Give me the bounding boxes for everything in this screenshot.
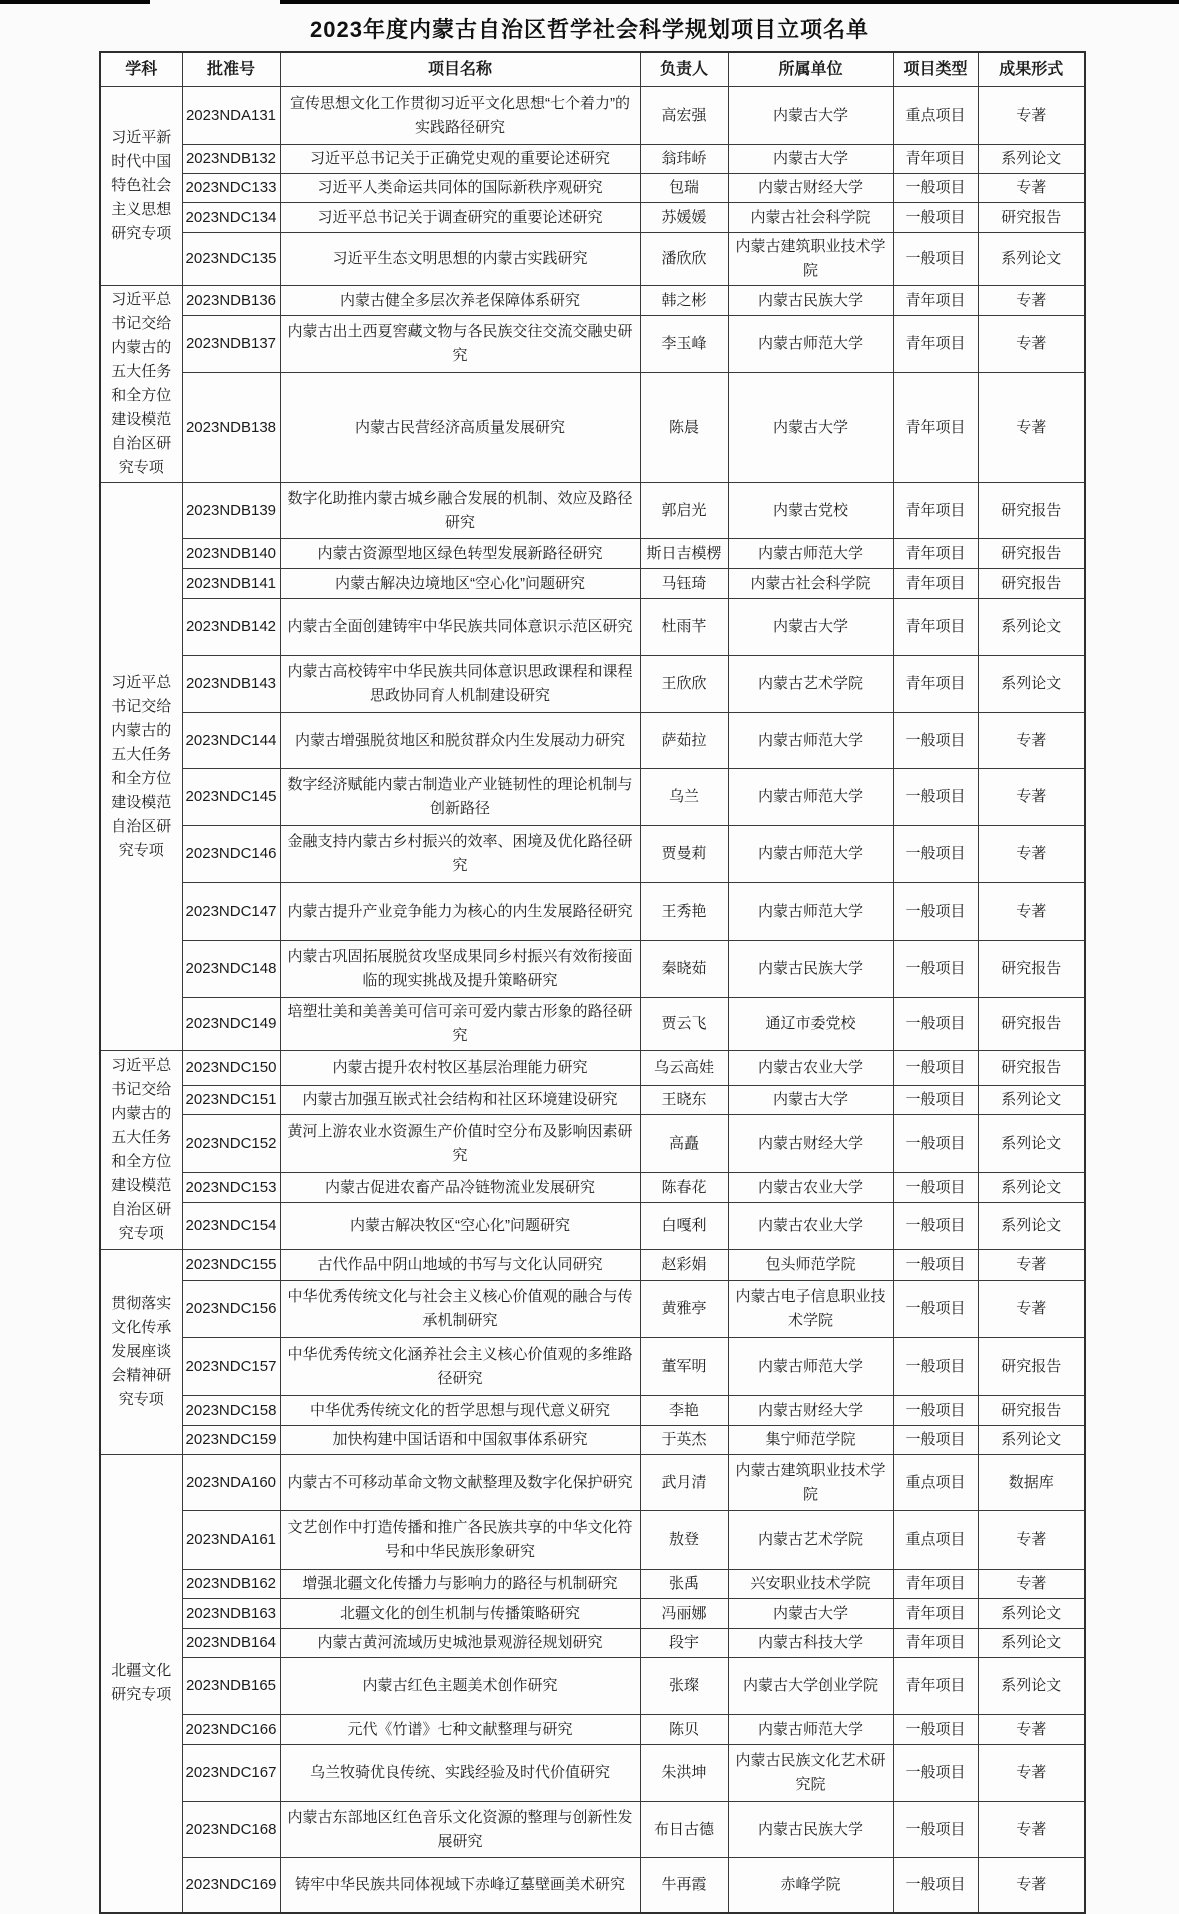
approval-no-cell: 2023NDB132 bbox=[182, 145, 280, 174]
approval-no-cell: 2023NDC157 bbox=[182, 1338, 280, 1396]
table-row bbox=[100, 373, 1085, 483]
leader-cell: 冯丽娜 bbox=[640, 1599, 728, 1629]
column-header: 成果形式 bbox=[978, 52, 1085, 87]
subject-cell: 贯彻落实文化传承发展座谈会精神研究专项 bbox=[100, 1250, 182, 1455]
approval-no-cell: 2023NDC168 bbox=[182, 1802, 280, 1858]
project-name-cell: 习近平生态文明思想的内蒙古实践研究 bbox=[280, 233, 640, 286]
approval-no-cell: 2023NDB137 bbox=[182, 316, 280, 373]
project-name-cell: 内蒙古不可移动革命文物文献整理及数字化保护研究 bbox=[280, 1455, 640, 1511]
project-type-cell: 一般项目 bbox=[893, 769, 978, 826]
leader-cell: 段宇 bbox=[640, 1629, 728, 1658]
project-type-cell: 一般项目 bbox=[893, 1426, 978, 1455]
project-type-cell: 青年项目 bbox=[893, 373, 978, 483]
approval-no-cell: 2023NDA131 bbox=[182, 87, 280, 145]
project-type-cell: 一般项目 bbox=[893, 826, 978, 883]
unit-cell: 内蒙古电子信息职业技术学院 bbox=[728, 1281, 893, 1338]
result-form-cell: 专著 bbox=[978, 87, 1085, 145]
approval-no-cell: 2023NDB142 bbox=[182, 599, 280, 656]
leader-cell: 秦晓茹 bbox=[640, 941, 728, 998]
unit-cell: 内蒙古科技大学 bbox=[728, 1629, 893, 1658]
result-form-cell: 专著 bbox=[978, 713, 1085, 769]
table-row bbox=[100, 998, 1085, 1051]
project-name-cell: 宣传思想文化工作贯彻习近平文化思想“七个着力”的实践路径研究 bbox=[280, 87, 640, 145]
leader-cell: 韩之彬 bbox=[640, 286, 728, 316]
project-name-cell: 习近平总书记关于调查研究的重要论述研究 bbox=[280, 203, 640, 233]
approval-no-cell: 2023NDB141 bbox=[182, 569, 280, 599]
table-row bbox=[100, 1599, 1085, 1629]
result-form-cell: 专著 bbox=[978, 1511, 1085, 1570]
table-row bbox=[100, 656, 1085, 713]
leader-cell: 于英杰 bbox=[640, 1426, 728, 1455]
approval-no-cell: 2023NDC169 bbox=[182, 1858, 280, 1913]
project-type-cell: 青年项目 bbox=[893, 145, 978, 174]
column-header: 负责人 bbox=[640, 52, 728, 87]
table-row bbox=[100, 1203, 1085, 1250]
leader-cell: 马钰琦 bbox=[640, 569, 728, 599]
unit-cell: 内蒙古民族大学 bbox=[728, 286, 893, 316]
result-form-cell: 研究报告 bbox=[978, 539, 1085, 569]
approval-no-cell: 2023NDB139 bbox=[182, 483, 280, 539]
unit-cell: 内蒙古师范大学 bbox=[728, 539, 893, 569]
unit-cell: 内蒙古大学 bbox=[728, 373, 893, 483]
project-type-cell: 青年项目 bbox=[893, 656, 978, 713]
table-row bbox=[100, 316, 1085, 373]
unit-cell: 内蒙古建筑职业技术学院 bbox=[728, 233, 893, 286]
project-name-cell: 内蒙古红色主题美术创作研究 bbox=[280, 1658, 640, 1715]
table-row bbox=[100, 1086, 1085, 1115]
unit-cell: 内蒙古党校 bbox=[728, 483, 893, 539]
project-name-cell: 黄河上游农业水资源生产价值时空分布及影响因素研究 bbox=[280, 1115, 640, 1173]
project-type-cell: 青年项目 bbox=[893, 1658, 978, 1715]
leader-cell: 杜雨芊 bbox=[640, 599, 728, 656]
header-row bbox=[100, 52, 1085, 87]
project-type-cell: 一般项目 bbox=[893, 1858, 978, 1913]
result-form-cell: 研究报告 bbox=[978, 1396, 1085, 1426]
table-row bbox=[100, 539, 1085, 569]
result-form-cell: 研究报告 bbox=[978, 203, 1085, 233]
result-form-cell: 数据库 bbox=[978, 1455, 1085, 1511]
result-form-cell: 系列论文 bbox=[978, 1086, 1085, 1115]
table-row bbox=[100, 87, 1085, 145]
result-form-cell: 专著 bbox=[978, 373, 1085, 483]
leader-cell: 王秀艳 bbox=[640, 883, 728, 941]
approval-no-cell: 2023NDC133 bbox=[182, 174, 280, 203]
unit-cell: 内蒙古农业大学 bbox=[728, 1173, 893, 1203]
project-type-cell: 一般项目 bbox=[893, 1173, 978, 1203]
project-name-cell: 内蒙古东部地区红色音乐文化资源的整理与创新性发展研究 bbox=[280, 1802, 640, 1858]
approval-no-cell: 2023NDC149 bbox=[182, 998, 280, 1051]
approval-no-cell: 2023NDC156 bbox=[182, 1281, 280, 1338]
approval-no-cell: 2023NDB138 bbox=[182, 373, 280, 483]
approval-no-cell: 2023NDC166 bbox=[182, 1715, 280, 1745]
approval-no-cell: 2023NDC145 bbox=[182, 769, 280, 826]
leader-cell: 张璨 bbox=[640, 1658, 728, 1715]
leader-cell: 贾云飞 bbox=[640, 998, 728, 1051]
project-name-cell: 文艺创作中打造传播和推广各民族共享的中华文化符号和中华民族形象研究 bbox=[280, 1511, 640, 1570]
project-type-cell: 一般项目 bbox=[893, 1715, 978, 1745]
project-type-cell: 青年项目 bbox=[893, 316, 978, 373]
project-type-cell: 一般项目 bbox=[893, 713, 978, 769]
result-form-cell: 专著 bbox=[978, 769, 1085, 826]
leader-cell: 包瑞 bbox=[640, 174, 728, 203]
approval-no-cell: 2023NDC158 bbox=[182, 1396, 280, 1426]
unit-cell: 内蒙古民族文化艺术研究院 bbox=[728, 1745, 893, 1802]
approval-no-cell: 2023NDB143 bbox=[182, 656, 280, 713]
project-name-cell: 铸牢中华民族共同体视域下赤峰辽墓壁画美术研究 bbox=[280, 1858, 640, 1913]
project-type-cell: 一般项目 bbox=[893, 1281, 978, 1338]
approval-no-cell: 2023NDC154 bbox=[182, 1203, 280, 1250]
table-header bbox=[100, 52, 1085, 87]
project-name-cell: 内蒙古促进农畜产品冷链物流业发展研究 bbox=[280, 1173, 640, 1203]
project-name-cell: 内蒙古解决牧区“空心化”问题研究 bbox=[280, 1203, 640, 1250]
unit-cell: 内蒙古艺术学院 bbox=[728, 1511, 893, 1570]
leader-cell: 黄雅亭 bbox=[640, 1281, 728, 1338]
unit-cell: 内蒙古师范大学 bbox=[728, 316, 893, 373]
result-form-cell: 专著 bbox=[978, 1570, 1085, 1599]
leader-cell: 王欣欣 bbox=[640, 656, 728, 713]
unit-cell: 内蒙古师范大学 bbox=[728, 713, 893, 769]
approval-no-cell: 2023NDC135 bbox=[182, 233, 280, 286]
leader-cell: 白嘎利 bbox=[640, 1203, 728, 1250]
result-form-cell: 专著 bbox=[978, 1281, 1085, 1338]
table-row bbox=[100, 286, 1085, 316]
unit-cell: 内蒙古师范大学 bbox=[728, 1715, 893, 1745]
leader-cell: 潘欣欣 bbox=[640, 233, 728, 286]
approval-no-cell: 2023NDB164 bbox=[182, 1629, 280, 1658]
unit-cell: 内蒙古大学 bbox=[728, 1599, 893, 1629]
table-row bbox=[100, 713, 1085, 769]
project-type-cell: 一般项目 bbox=[893, 174, 978, 203]
unit-cell: 内蒙古农业大学 bbox=[728, 1203, 893, 1250]
result-form-cell: 系列论文 bbox=[978, 1658, 1085, 1715]
leader-cell: 高矗 bbox=[640, 1115, 728, 1173]
result-form-cell: 系列论文 bbox=[978, 1599, 1085, 1629]
table-row bbox=[100, 1396, 1085, 1426]
unit-cell: 内蒙古农业大学 bbox=[728, 1051, 893, 1086]
project-name-cell: 内蒙古健全多层次养老保障体系研究 bbox=[280, 286, 640, 316]
table-row bbox=[100, 1715, 1085, 1745]
subject-cell: 习近平总书记交给内蒙古的五大任务和全方位建设模范自治区研究专项 bbox=[100, 286, 182, 483]
result-form-cell: 研究报告 bbox=[978, 941, 1085, 998]
unit-cell: 内蒙古财经大学 bbox=[728, 174, 893, 203]
result-form-cell: 研究报告 bbox=[978, 1051, 1085, 1086]
result-form-cell: 系列论文 bbox=[978, 656, 1085, 713]
project-name-cell: 内蒙古提升产业竞争能力为核心的内生发展路径研究 bbox=[280, 883, 640, 941]
project-name-cell: 内蒙古资源型地区绿色转型发展新路径研究 bbox=[280, 539, 640, 569]
approval-no-cell: 2023NDC134 bbox=[182, 203, 280, 233]
project-name-cell: 乌兰牧骑优良传统、实践经验及时代价值研究 bbox=[280, 1745, 640, 1802]
project-type-cell: 一般项目 bbox=[893, 998, 978, 1051]
leader-cell: 斯日吉模楞 bbox=[640, 539, 728, 569]
approval-no-cell: 2023NDC150 bbox=[182, 1051, 280, 1086]
unit-cell: 兴安职业技术学院 bbox=[728, 1570, 893, 1599]
project-name-cell: 数字经济赋能内蒙古制造业产业链韧性的理论机制与创新路径 bbox=[280, 769, 640, 826]
project-type-cell: 青年项目 bbox=[893, 286, 978, 316]
project-type-cell: 青年项目 bbox=[893, 569, 978, 599]
unit-cell: 集宁师范学院 bbox=[728, 1426, 893, 1455]
project-type-cell: 一般项目 bbox=[893, 1086, 978, 1115]
project-type-cell: 一般项目 bbox=[893, 1115, 978, 1173]
leader-cell: 陈春花 bbox=[640, 1173, 728, 1203]
page-title: 2023年度内蒙古自治区哲学社会科学规划项目立项名单 bbox=[310, 17, 869, 42]
unit-cell: 内蒙古大学创业学院 bbox=[728, 1658, 893, 1715]
leader-cell: 李玉峰 bbox=[640, 316, 728, 373]
subject-cell: 习近平总书记交给内蒙古的五大任务和全方位建设模范自治区研究专项 bbox=[100, 1051, 182, 1250]
project-type-cell: 重点项目 bbox=[893, 1511, 978, 1570]
project-type-cell: 一般项目 bbox=[893, 1051, 978, 1086]
approval-no-cell: 2023NDC146 bbox=[182, 826, 280, 883]
project-name-cell: 内蒙古加强互嵌式社会结构和社区环境建设研究 bbox=[280, 1086, 640, 1115]
table-row bbox=[100, 145, 1085, 174]
approval-no-cell: 2023NDB165 bbox=[182, 1658, 280, 1715]
approval-no-cell: 2023NDB162 bbox=[182, 1570, 280, 1599]
approval-no-cell: 2023NDC147 bbox=[182, 883, 280, 941]
table-row bbox=[100, 1802, 1085, 1858]
unit-cell: 包头师范学院 bbox=[728, 1250, 893, 1281]
leader-cell: 陈贝 bbox=[640, 1715, 728, 1745]
table-row bbox=[100, 1426, 1085, 1455]
unit-cell: 内蒙古艺术学院 bbox=[728, 656, 893, 713]
unit-cell: 内蒙古财经大学 bbox=[728, 1396, 893, 1426]
leader-cell: 陈晨 bbox=[640, 373, 728, 483]
leader-cell: 布日古德 bbox=[640, 1802, 728, 1858]
project-name-cell: 中华优秀传统文化的哲学思想与现代意义研究 bbox=[280, 1396, 640, 1426]
project-name-cell: 北疆文化的创生机制与传播策略研究 bbox=[280, 1599, 640, 1629]
leader-cell: 贾曼莉 bbox=[640, 826, 728, 883]
column-header: 批准号 bbox=[182, 52, 280, 87]
table-row bbox=[100, 569, 1085, 599]
subject-cell: 北疆文化研究专项 bbox=[100, 1455, 182, 1913]
result-form-cell: 系列论文 bbox=[978, 233, 1085, 286]
project-type-cell: 青年项目 bbox=[893, 539, 978, 569]
project-type-cell: 一般项目 bbox=[893, 1250, 978, 1281]
project-type-cell: 青年项目 bbox=[893, 1599, 978, 1629]
result-form-cell: 专著 bbox=[978, 1715, 1085, 1745]
result-form-cell: 专著 bbox=[978, 286, 1085, 316]
result-form-cell: 专著 bbox=[978, 1250, 1085, 1281]
approval-no-cell: 2023NDC153 bbox=[182, 1173, 280, 1203]
approval-no-cell: 2023NDC155 bbox=[182, 1250, 280, 1281]
approval-no-cell: 2023NDC167 bbox=[182, 1745, 280, 1802]
table-row bbox=[100, 1173, 1085, 1203]
table-row bbox=[100, 1051, 1085, 1086]
table-row bbox=[100, 1511, 1085, 1570]
project-type-cell: 一般项目 bbox=[893, 1745, 978, 1802]
table-row bbox=[100, 1281, 1085, 1338]
project-name-cell: 内蒙古全面创建铸牢中华民族共同体意识示范区研究 bbox=[280, 599, 640, 656]
table-row bbox=[100, 1570, 1085, 1599]
project-type-cell: 重点项目 bbox=[893, 87, 978, 145]
project-name-cell: 习近平总书记关于正确党史观的重要论述研究 bbox=[280, 145, 640, 174]
result-form-cell: 研究报告 bbox=[978, 1338, 1085, 1396]
unit-cell: 赤峰学院 bbox=[728, 1858, 893, 1913]
result-form-cell: 系列论文 bbox=[978, 145, 1085, 174]
project-name-cell: 习近平人类命运共同体的国际新秩序观研究 bbox=[280, 174, 640, 203]
project-name-cell: 内蒙古出土西夏窖藏文物与各民族交往交流交融史研究 bbox=[280, 316, 640, 373]
result-form-cell: 系列论文 bbox=[978, 1173, 1085, 1203]
result-form-cell: 系列论文 bbox=[978, 1629, 1085, 1658]
leader-cell: 董军明 bbox=[640, 1338, 728, 1396]
table-row bbox=[100, 483, 1085, 539]
result-form-cell: 专著 bbox=[978, 826, 1085, 883]
result-form-cell: 专著 bbox=[978, 1802, 1085, 1858]
table-row bbox=[100, 826, 1085, 883]
table-body bbox=[100, 87, 1085, 1913]
leader-cell: 张禹 bbox=[640, 1570, 728, 1599]
leader-cell: 翁玮峤 bbox=[640, 145, 728, 174]
leader-cell: 乌兰 bbox=[640, 769, 728, 826]
leader-cell: 武月清 bbox=[640, 1455, 728, 1511]
project-name-cell: 内蒙古黄河流域历史城池景观游径规划研究 bbox=[280, 1629, 640, 1658]
result-form-cell: 专著 bbox=[978, 1858, 1085, 1913]
project-name-cell: 中华优秀传统文化与社会主义核心价值观的融合与传承机制研究 bbox=[280, 1281, 640, 1338]
table-row bbox=[100, 233, 1085, 286]
project-name-cell: 内蒙古高校铸牢中华民族共同体意识思政课程和课程思政协同育人机制建设研究 bbox=[280, 656, 640, 713]
project-type-cell: 一般项目 bbox=[893, 1338, 978, 1396]
project-name-cell: 古代作品中阴山地域的书写与文化认同研究 bbox=[280, 1250, 640, 1281]
project-name-cell: 增强北疆文化传播力与影响力的路径与机制研究 bbox=[280, 1570, 640, 1599]
unit-cell: 通辽市委党校 bbox=[728, 998, 893, 1051]
project-name-cell: 元代《竹谱》七种文献整理与研究 bbox=[280, 1715, 640, 1745]
result-form-cell: 专著 bbox=[978, 883, 1085, 941]
table-row bbox=[100, 1658, 1085, 1715]
project-name-cell: 培塑壮美和美善美可信可亲可爱内蒙古形象的路径研究 bbox=[280, 998, 640, 1051]
project-name-cell: 加快构建中国话语和中国叙事体系研究 bbox=[280, 1426, 640, 1455]
project-name-cell: 内蒙古民营经济高质量发展研究 bbox=[280, 373, 640, 483]
table-row bbox=[100, 1250, 1085, 1281]
unit-cell: 内蒙古师范大学 bbox=[728, 826, 893, 883]
table-row bbox=[100, 1745, 1085, 1802]
unit-cell: 内蒙古社会科学院 bbox=[728, 569, 893, 599]
table-row bbox=[100, 174, 1085, 203]
table-row bbox=[100, 769, 1085, 826]
project-name-cell: 内蒙古增强脱贫地区和脱贫群众内生发展动力研究 bbox=[280, 713, 640, 769]
project-type-cell: 青年项目 bbox=[893, 1570, 978, 1599]
unit-cell: 内蒙古大学 bbox=[728, 1086, 893, 1115]
approval-no-cell: 2023NDC152 bbox=[182, 1115, 280, 1173]
approval-no-cell: 2023NDA160 bbox=[182, 1455, 280, 1511]
subject-cell: 习近平新时代中国特色社会主义思想研究专项 bbox=[100, 87, 182, 286]
unit-cell: 内蒙古师范大学 bbox=[728, 1338, 893, 1396]
table-row bbox=[100, 1115, 1085, 1173]
unit-cell: 内蒙古大学 bbox=[728, 599, 893, 656]
projects-table bbox=[99, 51, 1086, 1914]
column-header: 项目名称 bbox=[280, 52, 640, 87]
approval-no-cell: 2023NDC144 bbox=[182, 713, 280, 769]
approval-no-cell: 2023NDB140 bbox=[182, 539, 280, 569]
project-name-cell: 数字化助推内蒙古城乡融合发展的机制、效应及路径研究 bbox=[280, 483, 640, 539]
project-name-cell: 内蒙古巩固拓展脱贫攻坚成果同乡村振兴有效衔接面临的现实挑战及提升策略研究 bbox=[280, 941, 640, 998]
project-type-cell: 青年项目 bbox=[893, 599, 978, 656]
project-type-cell: 一般项目 bbox=[893, 233, 978, 286]
project-type-cell: 一般项目 bbox=[893, 203, 978, 233]
unit-cell: 内蒙古大学 bbox=[728, 145, 893, 174]
leader-cell: 高宏强 bbox=[640, 87, 728, 145]
leader-cell: 朱洪坤 bbox=[640, 1745, 728, 1802]
table-row bbox=[100, 1455, 1085, 1511]
project-type-cell: 重点项目 bbox=[893, 1455, 978, 1511]
leader-cell: 王晓东 bbox=[640, 1086, 728, 1115]
approval-no-cell: 2023NDA161 bbox=[182, 1511, 280, 1570]
approval-no-cell: 2023NDC151 bbox=[182, 1086, 280, 1115]
result-form-cell: 研究报告 bbox=[978, 998, 1085, 1051]
table-row bbox=[100, 941, 1085, 998]
leader-cell: 萨茹拉 bbox=[640, 713, 728, 769]
table-row bbox=[100, 883, 1085, 941]
approval-no-cell: 2023NDC148 bbox=[182, 941, 280, 998]
result-form-cell: 系列论文 bbox=[978, 1426, 1085, 1455]
unit-cell: 内蒙古民族大学 bbox=[728, 1802, 893, 1858]
unit-cell: 内蒙古大学 bbox=[728, 87, 893, 145]
unit-cell: 内蒙古民族大学 bbox=[728, 941, 893, 998]
table-row bbox=[100, 203, 1085, 233]
result-form-cell: 专著 bbox=[978, 1745, 1085, 1802]
project-type-cell: 一般项目 bbox=[893, 883, 978, 941]
leader-cell: 牛再霞 bbox=[640, 1858, 728, 1913]
project-type-cell: 青年项目 bbox=[893, 1629, 978, 1658]
leader-cell: 苏媛媛 bbox=[640, 203, 728, 233]
approval-no-cell: 2023NDB136 bbox=[182, 286, 280, 316]
approval-no-cell: 2023NDB163 bbox=[182, 1599, 280, 1629]
leader-cell: 郭启光 bbox=[640, 483, 728, 539]
project-type-cell: 一般项目 bbox=[893, 941, 978, 998]
result-form-cell: 研究报告 bbox=[978, 483, 1085, 539]
result-form-cell: 专著 bbox=[978, 174, 1085, 203]
project-type-cell: 一般项目 bbox=[893, 1802, 978, 1858]
leader-cell: 敖登 bbox=[640, 1511, 728, 1570]
result-form-cell: 系列论文 bbox=[978, 1115, 1085, 1173]
column-header: 项目类型 bbox=[893, 52, 978, 87]
result-form-cell: 系列论文 bbox=[978, 599, 1085, 656]
project-type-cell: 一般项目 bbox=[893, 1203, 978, 1250]
leader-cell: 李艳 bbox=[640, 1396, 728, 1426]
unit-cell: 内蒙古师范大学 bbox=[728, 883, 893, 941]
project-name-cell: 中华优秀传统文化涵养社会主义核心价值观的多维路径研究 bbox=[280, 1338, 640, 1396]
project-type-cell: 一般项目 bbox=[893, 1396, 978, 1426]
project-name-cell: 内蒙古提升农村牧区基层治理能力研究 bbox=[280, 1051, 640, 1086]
unit-cell: 内蒙古社会科学院 bbox=[728, 203, 893, 233]
project-name-cell: 金融支持内蒙古乡村振兴的效率、困境及优化路径研究 bbox=[280, 826, 640, 883]
table-row bbox=[100, 1338, 1085, 1396]
column-header: 所属单位 bbox=[728, 52, 893, 87]
result-form-cell: 专著 bbox=[978, 316, 1085, 373]
leader-cell: 乌云高娃 bbox=[640, 1051, 728, 1086]
column-header: 学科 bbox=[100, 52, 182, 87]
result-form-cell: 研究报告 bbox=[978, 569, 1085, 599]
leader-cell: 赵彩娟 bbox=[640, 1250, 728, 1281]
unit-cell: 内蒙古师范大学 bbox=[728, 769, 893, 826]
approval-no-cell: 2023NDC159 bbox=[182, 1426, 280, 1455]
table-row bbox=[100, 1858, 1085, 1913]
result-form-cell: 系列论文 bbox=[978, 1203, 1085, 1250]
table-row bbox=[100, 1629, 1085, 1658]
project-type-cell: 青年项目 bbox=[893, 483, 978, 539]
unit-cell: 内蒙古财经大学 bbox=[728, 1115, 893, 1173]
table-row bbox=[100, 599, 1085, 656]
project-name-cell: 内蒙古解决边境地区“空心化”问题研究 bbox=[280, 569, 640, 599]
unit-cell: 内蒙古建筑职业技术学院 bbox=[728, 1455, 893, 1511]
subject-cell: 习近平总书记交给内蒙古的五大任务和全方位建设模范自治区研究专项 bbox=[100, 483, 182, 1051]
